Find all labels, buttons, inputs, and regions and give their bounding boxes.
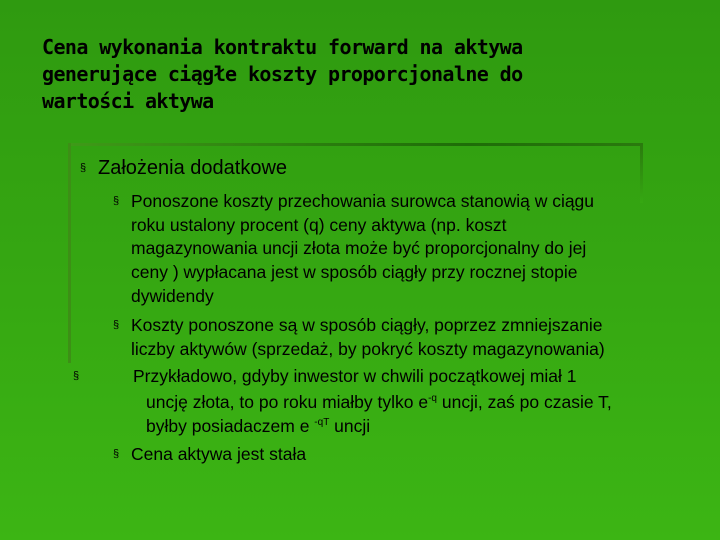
item1-line: ceny ) wypłacana jest w sposób ciągły przy rocznej stopie xyxy=(131,262,578,282)
title-line: generujące ciągłe koszty proporcjonalne do xyxy=(42,62,523,86)
item2-line: liczby aktywów (sprzedaż, by pokryć koszty magazynowania) xyxy=(131,339,605,359)
level1-heading: Założenia dodatkowe xyxy=(98,157,288,179)
item1-line: roku ustalony procent (q) ceny aktywa (np. koszt xyxy=(131,215,507,235)
bullet-icon: § xyxy=(113,195,120,207)
slide-title xyxy=(42,34,682,115)
bullet-icon: § xyxy=(113,319,120,331)
bullet-icon: § xyxy=(80,162,87,174)
item3-exponent: -q xyxy=(428,393,437,404)
item3-exponent: -qT xyxy=(314,417,330,428)
item3-text: uncji, zaś po czasie T, xyxy=(437,392,612,412)
item4-line: Cena aktywa jest stała xyxy=(131,444,307,464)
frame-right-line xyxy=(640,143,643,203)
item3-line: Przykładowo, gdyby inwestor w chwili początkowej miał 1 xyxy=(133,366,577,386)
item2-line: Koszty ponoszone są w sposób ciągły, poprzez zmniejszanie xyxy=(131,315,603,335)
frame-top-line xyxy=(68,143,640,146)
item3-text: byłby posiadaczem e xyxy=(146,416,315,436)
item3-line xyxy=(146,414,370,438)
frame-left-line xyxy=(68,143,71,363)
title-line: wartości aktywa xyxy=(42,89,214,113)
item3-line xyxy=(146,390,612,414)
item3-text: uncji xyxy=(329,416,371,436)
item1-line: dywidendy xyxy=(131,286,214,306)
item1-line: Ponoszone koszty przechowania surowca stanowią w ciągu xyxy=(131,191,595,211)
title-line: Cena wykonania kontraktu forward na aktywa xyxy=(42,35,523,59)
item3-text: uncję złota, to po roku miałby tylko e xyxy=(146,392,429,412)
bullet-icon: § xyxy=(113,448,120,460)
bullet-icon: § xyxy=(73,370,80,382)
item1-line: magazynowania uncji złota może być proporcjonalny do jej xyxy=(131,238,587,258)
